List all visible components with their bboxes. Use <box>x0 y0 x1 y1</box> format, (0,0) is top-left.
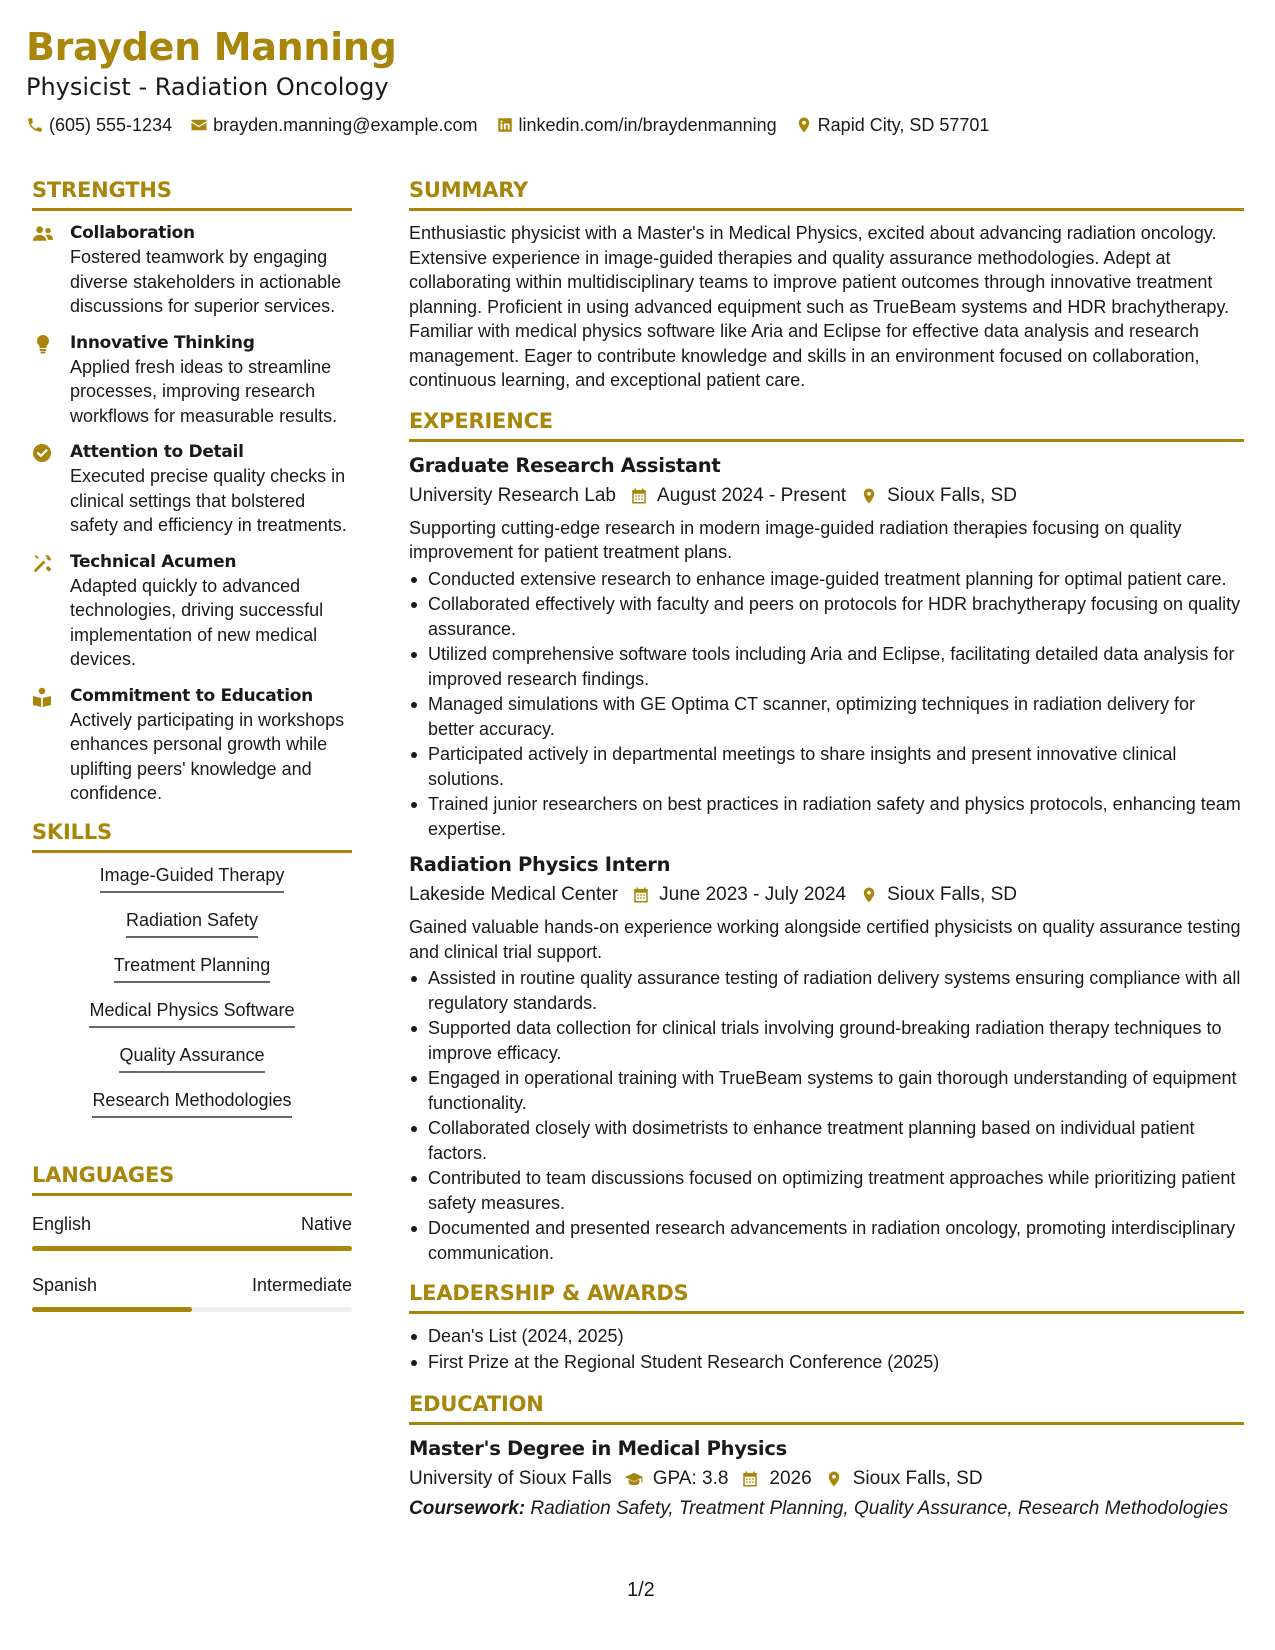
lightbulb-icon <box>32 334 54 354</box>
strength-name: Commitment to Education <box>70 685 313 706</box>
education-meta <box>409 1465 1244 1493</box>
languages-section <box>32 1161 352 1312</box>
check-circle-icon <box>32 443 54 463</box>
leadership-heading: LEADERSHIP & AWARDS <box>409 1279 1244 1314</box>
job-org: Lakeside Medical Center <box>409 884 619 905</box>
job-meta <box>409 881 1244 909</box>
leadership-section <box>409 1279 1244 1374</box>
job-bullets <box>409 567 1244 842</box>
job-entry <box>409 452 1244 842</box>
book-reader-icon <box>32 687 54 707</box>
calendar-icon <box>630 487 648 505</box>
language-item <box>32 1212 352 1251</box>
calendar-icon <box>740 1470 760 1488</box>
skills-list <box>32 863 352 1133</box>
job-bullet: Contributed to team discussions focused on optimizing treatment approaches while prioritizing patient safety measures. <box>409 1166 1244 1215</box>
skill-tag: Treatment Planning <box>114 953 270 983</box>
job-dates: June 2023 - July 2024 <box>659 884 847 905</box>
coursework <box>409 1497 1244 1521</box>
job-bullet: Managed simulations with GE Optima CT scanner, optimizing techniques in radiation delivery for better accuracy. <box>409 692 1244 741</box>
contact-email[interactable] <box>190 114 477 136</box>
linkedin-icon <box>496 116 514 134</box>
candidate-name: Brayden Manning <box>26 25 397 69</box>
job-org: University Research Lab <box>409 484 616 506</box>
skill-tag: Quality Assurance <box>119 1043 264 1073</box>
language-name: English <box>32 1213 92 1234</box>
job-bullet: Collaborated effectively with faculty and peers on protocols for HDR brachytherapy focusing on quality assurance. <box>409 592 1244 641</box>
strength-name: Collaboration <box>70 223 195 243</box>
summary-heading: SUMMARY <box>409 176 1244 211</box>
job-meta <box>409 482 1244 510</box>
job-bullet: Conducted extensive research to enhance image-guided treatment planning for optimal patient care. <box>409 567 1244 592</box>
strengths-section <box>32 176 352 806</box>
strengths-heading: STRENGTHS <box>32 176 352 211</box>
graduation-year: 2026 <box>769 1468 812 1489</box>
page-number: 1/2 <box>627 1579 655 1601</box>
language-proficiency-fill <box>32 1246 352 1251</box>
skill-tag: Radiation Safety <box>126 908 258 938</box>
gpa: GPA: 3.8 <box>652 1468 729 1489</box>
award-item: Dean's List (2024, 2025) <box>409 1324 1244 1349</box>
language-level: Native <box>300 1213 352 1234</box>
email-text: brayden.manning@example.com <box>213 115 478 135</box>
coursework-label: Coursework: <box>409 1498 526 1519</box>
education-location: Sioux Falls, SD <box>852 1468 983 1489</box>
location-pin-icon <box>795 116 813 134</box>
experience-heading: EXPERIENCE <box>409 407 1244 442</box>
language-proficiency-fill <box>32 1307 192 1312</box>
left-column <box>32 176 352 1312</box>
contact-phone <box>26 114 172 136</box>
phone-icon <box>26 116 44 134</box>
phone-text: (605) 555-1234 <box>49 115 173 135</box>
location-pin-icon <box>860 487 878 505</box>
language-level: Intermediate <box>251 1274 352 1295</box>
job-bullet: Participated actively in departmental meetings to share insights and present innovative clinical solutions. <box>409 742 1244 791</box>
skills-heading: SKILLS <box>32 818 352 853</box>
degree-title: Master's Degree in Medical Physics <box>409 1437 787 1460</box>
strength-name: Innovative Thinking <box>70 332 255 353</box>
resume-header <box>26 22 1246 136</box>
job-bullet: Documented and presented research advancements in radiation oncology, promoting interdisciplinary communication. <box>409 1216 1244 1265</box>
skill-tag: Medical Physics Software <box>89 998 294 1028</box>
email-icon <box>190 116 208 134</box>
job-description: Gained valuable hands-on experience working alongside certified physicists on quality assurance testing and clinical trial support. <box>409 917 1241 962</box>
skills-section <box>32 818 352 1133</box>
users-icon <box>32 224 54 244</box>
strength-name: Attention to Detail <box>70 442 244 462</box>
job-dates: August 2024 - Present <box>656 484 847 506</box>
strength-desc: Adapted quickly to advanced technologies, driving successful implementation of new medical devices. <box>70 575 324 669</box>
job-bullet: Supported data collection for clinical trials involving ground-breaking radiation therapy techniques to improve efficacy. <box>409 1016 1244 1065</box>
language-name: Spanish <box>32 1274 98 1295</box>
location-text: Rapid City, SD 57701 <box>817 115 990 135</box>
job-entry <box>409 851 1244 1265</box>
strength-desc: Fostered teamwork by engaging diverse stakeholders in actionable discussions for superior services. <box>70 247 342 316</box>
skill-tag: Research Methodologies <box>92 1088 291 1118</box>
job-bullet: Utilized comprehensive software tools including Aria and Eclipse, facilitating detailed data analysis for improved research findings. <box>409 642 1244 691</box>
education-heading: EDUCATION <box>409 1390 1244 1425</box>
calendar-icon <box>632 886 650 904</box>
job-bullet: Assisted in routine quality assurance testing of radiation delivery systems ensuring compliance with all regulatory standards. <box>409 966 1244 1015</box>
job-title: Radiation Physics Intern <box>409 853 671 876</box>
job-bullet: Engaged in operational training with TrueBeam systems to gain thorough understanding of equipment functionality. <box>409 1066 1244 1115</box>
job-title: Graduate Research Assistant <box>409 453 721 477</box>
contact-bar <box>26 114 1246 136</box>
skill-tag: Image-Guided Therapy <box>100 863 285 893</box>
contact-linkedin[interactable] <box>496 114 777 136</box>
strength-item <box>32 440 352 538</box>
contact-location <box>795 114 990 136</box>
coursework-list: Radiation Safety, Treatment Planning, Quality Assurance, Research Methodologies <box>530 1498 1229 1519</box>
job-bullets <box>409 966 1244 1265</box>
leadership-list <box>409 1324 1244 1374</box>
graduation-cap-icon <box>624 1470 644 1488</box>
linkedin-text: linkedin.com/in/braydenmanning <box>518 115 777 135</box>
school-name: University of Sioux Falls <box>409 1468 612 1489</box>
location-pin-icon <box>860 886 878 904</box>
right-column <box>409 176 1244 1521</box>
job-location: Sioux Falls, SD <box>887 484 1017 506</box>
strength-desc: Executed precise quality checks in clinical settings that bolstered safety and efficiency in treatments. <box>70 466 347 535</box>
candidate-title: Physicist - Radiation Oncology <box>26 73 389 101</box>
education-section <box>409 1390 1244 1521</box>
strength-desc: Applied fresh ideas to streamline processes, improving research workflows for measurable results. <box>70 356 338 426</box>
strength-item <box>32 684 352 806</box>
strength-item <box>32 221 352 319</box>
language-item <box>32 1273 352 1312</box>
language-proficiency-bar <box>32 1246 352 1251</box>
job-description: Supporting cutting-edge research in modern image-guided radiation therapies focusing on quality improvement for patient treatment plans. <box>409 517 1182 562</box>
job-bullet: Trained junior researchers on best practices in radiation safety and physics protocols, enhancing team expertise. <box>409 792 1244 841</box>
strength-desc: Actively participating in workshops enhances personal growth while uplifting peers' knowledge and confidence. <box>70 709 345 803</box>
summary-section <box>409 176 1244 393</box>
strength-item <box>32 550 352 672</box>
language-proficiency-bar <box>32 1307 352 1312</box>
experience-section <box>409 407 1244 1266</box>
strength-item <box>32 331 352 429</box>
summary-text: Enthusiastic physicist with a Master's in Medical Physics, excited about advancing radiation oncology. Extensive experience in image-guided therapies and quality assurance methodologies. Adept at collaborating within multidisciplinary teams to improve patient outcomes through innovative treatment planning. Proficient in using advanced equipment such as TrueBeam systems and HDR brachytherapy. Familiar with medical physics software like Aria and Eclipse for effective data analysis and research management. Eager to contribute knowledge and skills in an environment focused on collaboration, continuous learning, and exceptional patient care. <box>409 223 1230 390</box>
tools-icon <box>32 553 54 573</box>
strength-name: Technical Acumen <box>70 551 237 572</box>
location-pin-icon <box>824 1470 844 1488</box>
languages-heading: LANGUAGES <box>32 1161 352 1196</box>
award-item: First Prize at the Regional Student Research Conference (2025) <box>409 1350 1244 1375</box>
job-bullet: Collaborated closely with dosimetrists to enhance treatment planning based on individual patient factors. <box>409 1116 1244 1165</box>
job-location: Sioux Falls, SD <box>887 884 1017 905</box>
